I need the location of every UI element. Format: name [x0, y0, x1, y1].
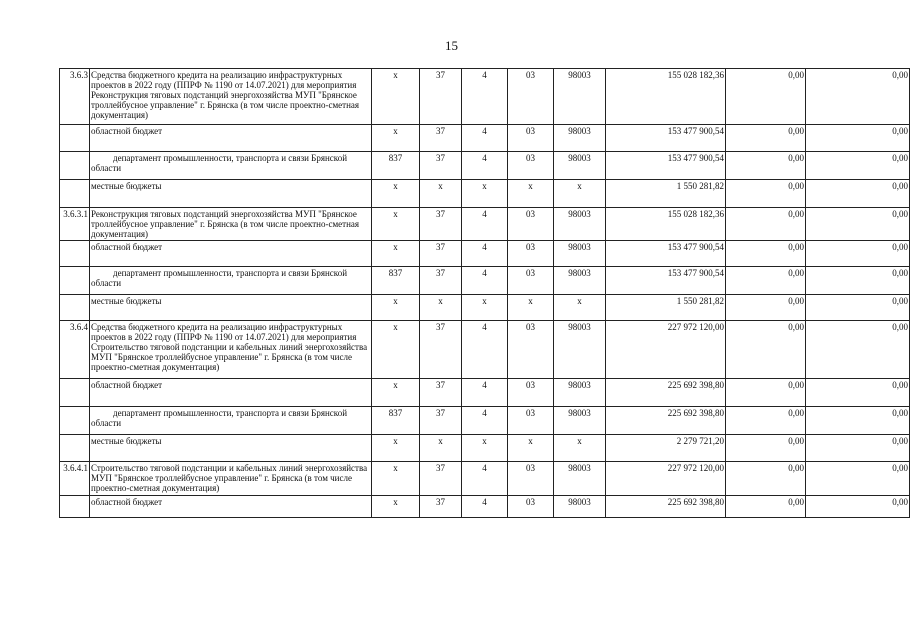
row-rz: 37 [420, 241, 462, 267]
row-cs2: 98003 [554, 241, 606, 267]
row-name: Средства бюджетного кредита на реализацию инфраструктурных проектов в 2022 году (ППРФ № 1190 от 14.07.2021) для мероприятия Реконструкция тяговых подстанций энергохозяйства МУП "Брянское троллейбусное управление" г. Брянска (в том числе проектно-сметная документация) [90, 69, 372, 125]
row-value-2022: 153 477 900,54 [606, 267, 726, 295]
row-rz: 37 [420, 125, 462, 152]
row-pr: 4 [462, 241, 508, 267]
row-value-2022: 153 477 900,54 [606, 125, 726, 152]
row-value-2023: 0,00 [726, 125, 806, 152]
row-grbs: x [372, 241, 420, 267]
row-value-2024: 0,00 [806, 180, 910, 208]
row-grbs: 837 [372, 267, 420, 295]
row-code [60, 435, 90, 462]
row-cs2: 98003 [554, 496, 606, 518]
row-value-2022: 2 279 721,20 [606, 435, 726, 462]
row-cs1: x [508, 180, 554, 208]
table-row [60, 295, 910, 321]
row-rz: 37 [420, 267, 462, 295]
row-grbs: x [372, 208, 420, 241]
row-grbs: x [372, 125, 420, 152]
row-cs1: x [508, 435, 554, 462]
row-value-2024: 0,00 [806, 241, 910, 267]
row-cs2: 98003 [554, 69, 606, 125]
row-code [60, 496, 90, 518]
row-name: областной бюджет [90, 125, 372, 152]
row-value-2023: 0,00 [726, 241, 806, 267]
row-value-2022: 225 692 398,80 [606, 407, 726, 435]
row-value-2022: 227 972 120,00 [606, 462, 726, 496]
row-name: Средства бюджетного кредита на реализацию инфраструктурных проектов в 2022 году (ППРФ № 1190 от 14.07.2021) для мероприятия Строительство тяговой подстанции и кабельных линий энергохозяйства МУП "Брянское троллейбусное управление" г. Брянска (в том числе проектно-сметная документация) [90, 321, 372, 379]
row-grbs: x [372, 496, 420, 518]
table-row [60, 125, 910, 152]
row-grbs: x [372, 295, 420, 321]
row-rz: 37 [420, 462, 462, 496]
row-value-2024: 0,00 [806, 295, 910, 321]
row-value-2022: 225 692 398,80 [606, 496, 726, 518]
row-value-2022: 1 550 281,82 [606, 295, 726, 321]
row-rz: 37 [420, 321, 462, 379]
row-pr: 4 [462, 462, 508, 496]
row-value-2023: 0,00 [726, 69, 806, 125]
row-cs2: 98003 [554, 379, 606, 407]
row-rz: 37 [420, 379, 462, 407]
row-cs1: 03 [508, 496, 554, 518]
row-value-2022: 155 028 182,36 [606, 69, 726, 125]
row-name: департамент промышленности, транспорта и связи Брянской области [90, 267, 372, 295]
row-rz: 37 [420, 152, 462, 180]
row-cs1: 03 [508, 379, 554, 407]
table-row [60, 69, 910, 125]
row-name: департамент промышленности, транспорта и связи Брянской области [90, 152, 372, 180]
row-grbs: x [372, 69, 420, 125]
row-cs1: x [508, 295, 554, 321]
row-code [60, 407, 90, 435]
row-rz: x [420, 180, 462, 208]
row-cs1: 03 [508, 321, 554, 379]
row-pr: 4 [462, 379, 508, 407]
row-value-2024: 0,00 [806, 407, 910, 435]
row-name: департамент промышленности, транспорта и связи Брянской области [90, 407, 372, 435]
row-pr: 4 [462, 407, 508, 435]
row-pr: 4 [462, 208, 508, 241]
row-value-2024: 0,00 [806, 321, 910, 379]
row-rz: x [420, 295, 462, 321]
row-cs1: 03 [508, 125, 554, 152]
row-pr: 4 [462, 69, 508, 125]
row-value-2022: 227 972 120,00 [606, 321, 726, 379]
row-value-2023: 0,00 [726, 152, 806, 180]
row-value-2024: 0,00 [806, 152, 910, 180]
row-code [60, 267, 90, 295]
row-rz: x [420, 435, 462, 462]
row-code: 3.6.3 [60, 69, 90, 125]
row-value-2023: 0,00 [726, 267, 806, 295]
row-grbs: 837 [372, 152, 420, 180]
row-rz: 37 [420, 496, 462, 518]
row-value-2023: 0,00 [726, 295, 806, 321]
row-name: Реконструкция тяговых подстанций энергохозяйства МУП "Брянское троллейбусное управление" г. Брянска (в том числе проектно-сметная документация) [90, 208, 372, 241]
row-cs2: x [554, 295, 606, 321]
row-code [60, 241, 90, 267]
row-name: Строительство тяговой подстанции и кабельных линий энергохозяйства МУП "Брянское троллейбусное управление" г. Брянска (в том числе проектно-сметная документация) [90, 462, 372, 496]
row-grbs: x [372, 379, 420, 407]
row-value-2023: 0,00 [726, 462, 806, 496]
table-row [60, 208, 910, 241]
row-cs1: 03 [508, 241, 554, 267]
row-rz: 37 [420, 208, 462, 241]
row-value-2022: 153 477 900,54 [606, 152, 726, 180]
row-name: местные бюджеты [90, 180, 372, 208]
row-name: областной бюджет [90, 496, 372, 518]
table-row [60, 407, 910, 435]
row-grbs: 837 [372, 407, 420, 435]
table-row [60, 321, 910, 379]
row-cs2: 98003 [554, 321, 606, 379]
row-cs2: 98003 [554, 462, 606, 496]
row-cs1: 03 [508, 208, 554, 241]
row-name: местные бюджеты [90, 435, 372, 462]
row-pr: x [462, 435, 508, 462]
row-value-2023: 0,00 [726, 379, 806, 407]
row-value-2024: 0,00 [806, 69, 910, 125]
row-cs1: 03 [508, 462, 554, 496]
row-pr: 4 [462, 267, 508, 295]
table-row [60, 462, 910, 496]
row-code: 3.6.4 [60, 321, 90, 379]
row-cs1: 03 [508, 407, 554, 435]
row-cs1: 03 [508, 69, 554, 125]
row-cs2: 98003 [554, 152, 606, 180]
row-name: областной бюджет [90, 379, 372, 407]
row-code [60, 180, 90, 208]
row-value-2022: 1 550 281,82 [606, 180, 726, 208]
row-cs2: 98003 [554, 208, 606, 241]
row-code [60, 295, 90, 321]
row-rz: 37 [420, 69, 462, 125]
row-code [60, 125, 90, 152]
row-pr: 4 [462, 321, 508, 379]
row-pr: 4 [462, 496, 508, 518]
row-value-2024: 0,00 [806, 125, 910, 152]
row-code [60, 379, 90, 407]
row-code [60, 152, 90, 180]
table-row [60, 267, 910, 295]
row-value-2024: 0,00 [806, 496, 910, 518]
row-cs2: 98003 [554, 407, 606, 435]
row-value-2022: 155 028 182,36 [606, 208, 726, 241]
row-pr: x [462, 180, 508, 208]
row-value-2023: 0,00 [726, 208, 806, 241]
table-row [60, 152, 910, 180]
table-row [60, 496, 910, 518]
row-value-2024: 0,00 [806, 379, 910, 407]
row-name: областной бюджет [90, 241, 372, 267]
row-cs2: x [554, 180, 606, 208]
row-value-2024: 0,00 [806, 435, 910, 462]
row-value-2022: 153 477 900,54 [606, 241, 726, 267]
row-value-2024: 0,00 [806, 462, 910, 496]
row-value-2024: 0,00 [806, 267, 910, 295]
row-grbs: x [372, 435, 420, 462]
row-pr: x [462, 295, 508, 321]
row-cs1: 03 [508, 152, 554, 180]
row-cs2: 98003 [554, 267, 606, 295]
table-body [60, 69, 910, 518]
table-row [60, 180, 910, 208]
row-code: 3.6.4.1 [60, 462, 90, 496]
budget-table [59, 68, 910, 518]
row-cs1: 03 [508, 267, 554, 295]
table-row [60, 241, 910, 267]
row-value-2023: 0,00 [726, 407, 806, 435]
row-value-2023: 0,00 [726, 321, 806, 379]
row-value-2023: 0,00 [726, 435, 806, 462]
row-code: 3.6.3.1 [60, 208, 90, 241]
row-cs2: x [554, 435, 606, 462]
row-value-2024: 0,00 [806, 208, 910, 241]
row-grbs: x [372, 180, 420, 208]
row-pr: 4 [462, 152, 508, 180]
row-pr: 4 [462, 125, 508, 152]
row-value-2023: 0,00 [726, 180, 806, 208]
table-row [60, 435, 910, 462]
page-number: 15 [445, 38, 458, 53]
table-row [60, 379, 910, 407]
row-value-2022: 225 692 398,80 [606, 379, 726, 407]
row-name: местные бюджеты [90, 295, 372, 321]
row-cs2: 98003 [554, 125, 606, 152]
row-grbs: x [372, 462, 420, 496]
row-grbs: x [372, 321, 420, 379]
row-rz: 37 [420, 407, 462, 435]
row-value-2023: 0,00 [726, 496, 806, 518]
